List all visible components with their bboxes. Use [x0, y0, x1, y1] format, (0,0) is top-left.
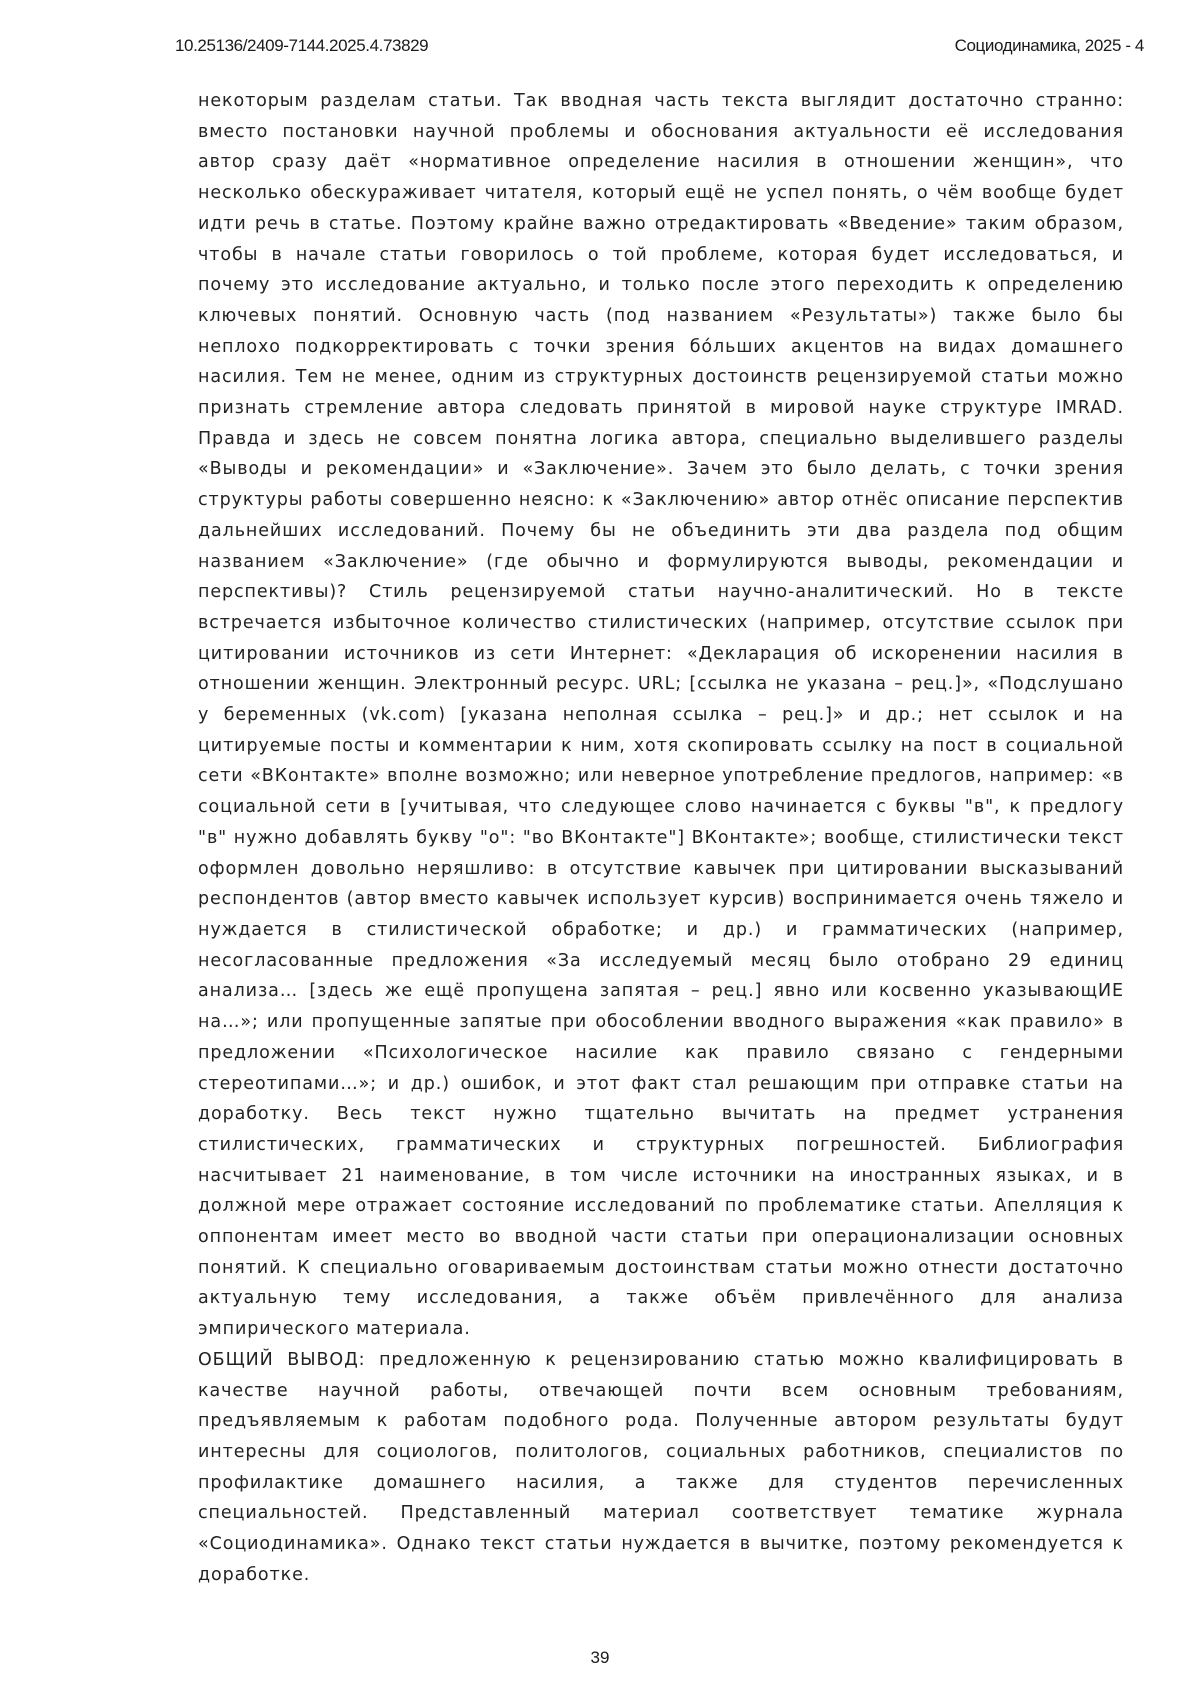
journal-issue-label: Социодинамика, 2025 - 4 [954, 36, 1144, 55]
general-conclusion-paragraph: ОБЩИЙ ВЫВОД: предложенную к рецензированию статью можно квалифицировать в качестве научной работы, отвечающей почти всем основным требованиям, предъявляемым к работам подобного рода. Полученные автором результаты будут интересны для социологов, политологов, социальных работников, специалистов по профилактике домашнего насилия, а также для студентов перечисленных специальностей. Представленный материал соответствует тематике журнала «Социодинамика». Однако текст статьи нуждается в вычитке, поэтому рекомендуется к доработке. [198, 1349, 1124, 1585]
running-header [175, 36, 1144, 62]
article-body [198, 86, 1124, 1590]
doi-label: 10.25136/2409-7144.2025.4.73829 [175, 36, 429, 55]
review-paragraph: некоторым разделам статьи. Так вводная часть текста выглядит достаточно странно: вместо постановки научной проблемы и обоснования актуальности её исследования автор сразу даёт «нормативное определение насилия в отношении женщин», что несколько обескураживает читателя, который ещё не успел понять, о чём вообще будет идти речь в статье. Поэтому крайне важно отредактировать «Введение» таким образом, чтобы в начале статьи говорилось о той проблеме, которая будет исследоваться, и почему это исследование актуально, и только после этого переходить к определению ключевых понятий. Основную часть (под названием «Результаты») также было бы неплохо подкорректировать с точки зрения бóльших акцентов на видах домашнего насилия. Тем не менее, одним из структурных достоинств рецензируемой статьи можно признать стремление автора следовать принятой в мировой науке структуре IMRAD. Правда и здесь не совсем понятна логика автора, специально выделившего разделы «Выводы и рекомендации» и «Заключение». Зачем это было делать, с точки зрения структуры работы совершенно неясно: к «Заключению» автор отнёс описание перспектив дальнейших исследований. Почему бы не объединить эти два раздела под общим названием «Заключение» (где обычно и формулируются выводы, рекомендации и перспективы)? Стиль рецензируемой статьи научно-аналитический. Но в тексте встречается избыточное количество стилистических (например, отсутствие ссылок при цитировании источников из сети Интернет: «Декларация об искоренении насилия в отношении женщин. Электронный ресурс. URL; [ссылка не указана – рец.]», «Подслушано у беременных (vk.com) [указана неполная ссылка – рец.]» и др.; нет ссылок и на цитируемые посты и комментарии к ним, хотя скопировать ссылку на пост в социальной сети «ВКонтакте» вполне возможно; или неверное употребление предлогов, например: «в социальной сети в [учитывая, что следующее слово начинается с буквы "в", к предлогу "в" нужно добавлять букву "о": "во ВКонтакте"] ВКонтакте»; вообще, стилистически текст оформлен довольно неряшливо: в отсутствие кавычек при цитировании высказываний респондентов (автор вместо кавычек использует курсив) воспринимается очень тяжело и нуждается в стилистической обработке; и др.) и грамматических (например, несогласованные предложения «За исследуемый месяц было отобрано 29 единиц анализа… [здесь же ещё пропущена запятая – рец.] явно или косвенно указывающИЕ на…»; или пропущенные запятые при обособлении вводного выражения «как правило» в предложении «Психологическое насилие как правило связано с гендерными стереотипами…»; и др.) ошибок, и этот факт стал решающим при отправке статьи на доработку. Весь текст нужно тщательно вычитать на предмет устранения стилистических, грамматических и структурных погрешностей. Библиография насчитывает 21 наименование, в том числе источники на иностранных языках, и в должной мере отражает состояние исследований по проблематике статьи. Апелляция к оппонентам имеет место во вводной части статьи при операционализации основных понятий. К специально оговариваемым достоинствам статьи можно отнести достаточно актуальную тему исследования, а также объём привлечённого для анализа эмпирического материала. [198, 91, 1124, 1340]
page-number: 39 [590, 1648, 610, 1667]
